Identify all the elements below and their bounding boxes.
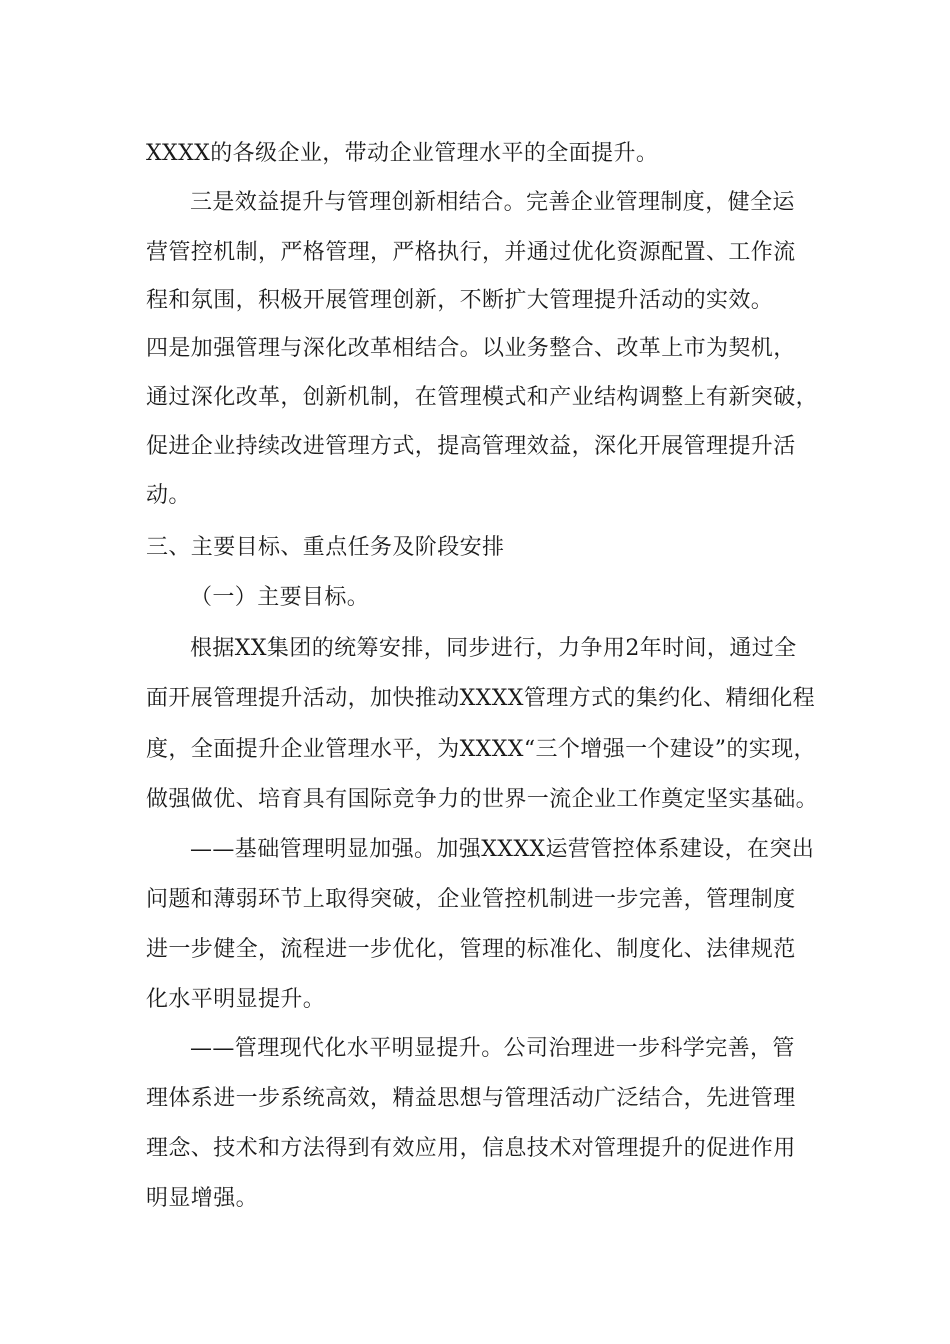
paragraph-line: 进一步健全，流程进一步优化，管理的标准化、制度化、法律规范 [146,937,796,962]
paragraph-line: 明显增强。 [146,1186,259,1211]
paragraph-line: 面开展管理提升活动，加快推动XXXX管理方式的集约化、精细化程 [146,686,816,711]
paragraph-line: 问题和薄弱环节上取得突破，企业管控机制进一步完善，管理制度 [146,887,796,912]
paragraph-line: 度，全面提升企业管理水平，为XXXX“三个增强一个建设”的实现， [146,737,816,762]
paragraph-line: 促进企业持续改进管理方式，提高管理效益，深化开展管理提升活 [146,434,796,459]
paragraph-line: 根据XX集团的统筹安排，同步进行，力争用2年时间，通过全 [190,636,797,661]
paragraph-line: ——管理现代化水平明显提升。公司治理进一步科学完善，管 [190,1036,795,1061]
paragraph-line: 通过深化改革，创新机制，在管理模式和产业结构调整上有新突破， [146,385,819,410]
paragraph-line: 营管控机制，严格管理，严格执行，并通过优化资源配置、工作流 [146,240,796,265]
section-heading: 三、主要目标、重点任务及阶段安排 [146,535,505,560]
paragraph-line: 做强做优、培育具有国际竞争力的世界一流企业工作奠定坚实基础。 [146,787,819,812]
paragraph-line: 理体系进一步系统高效，精益思想与管理活动广泛结合，先进管理 [146,1086,796,1111]
paragraph-line: 三是效益提升与管理创新相结合。完善企业管理制度，健全运 [190,190,795,215]
paragraph-line: 四是加强管理与深化改革相结合。以业务整合、改革上市为契机， [146,336,796,361]
paragraph-line: 理念、技术和方法得到有效应用，信息技术对管理提升的促进作用 [146,1136,796,1161]
paragraph-line: 动。 [146,483,191,508]
paragraph-line: 程和氛围，积极开展管理创新，不断扩大管理提升活动的实效。 [146,288,774,313]
paragraph-line: 化水平明显提升。 [146,987,326,1012]
subsection-heading: （一）主要目标。 [190,585,370,610]
paragraph-line: ——基础管理明显加强。加强XXXX运营管控体系建设，在突出 [190,837,815,862]
paragraph-line: XXXX的各级企业，带动企业管理水平的全面提升。 [146,141,659,166]
